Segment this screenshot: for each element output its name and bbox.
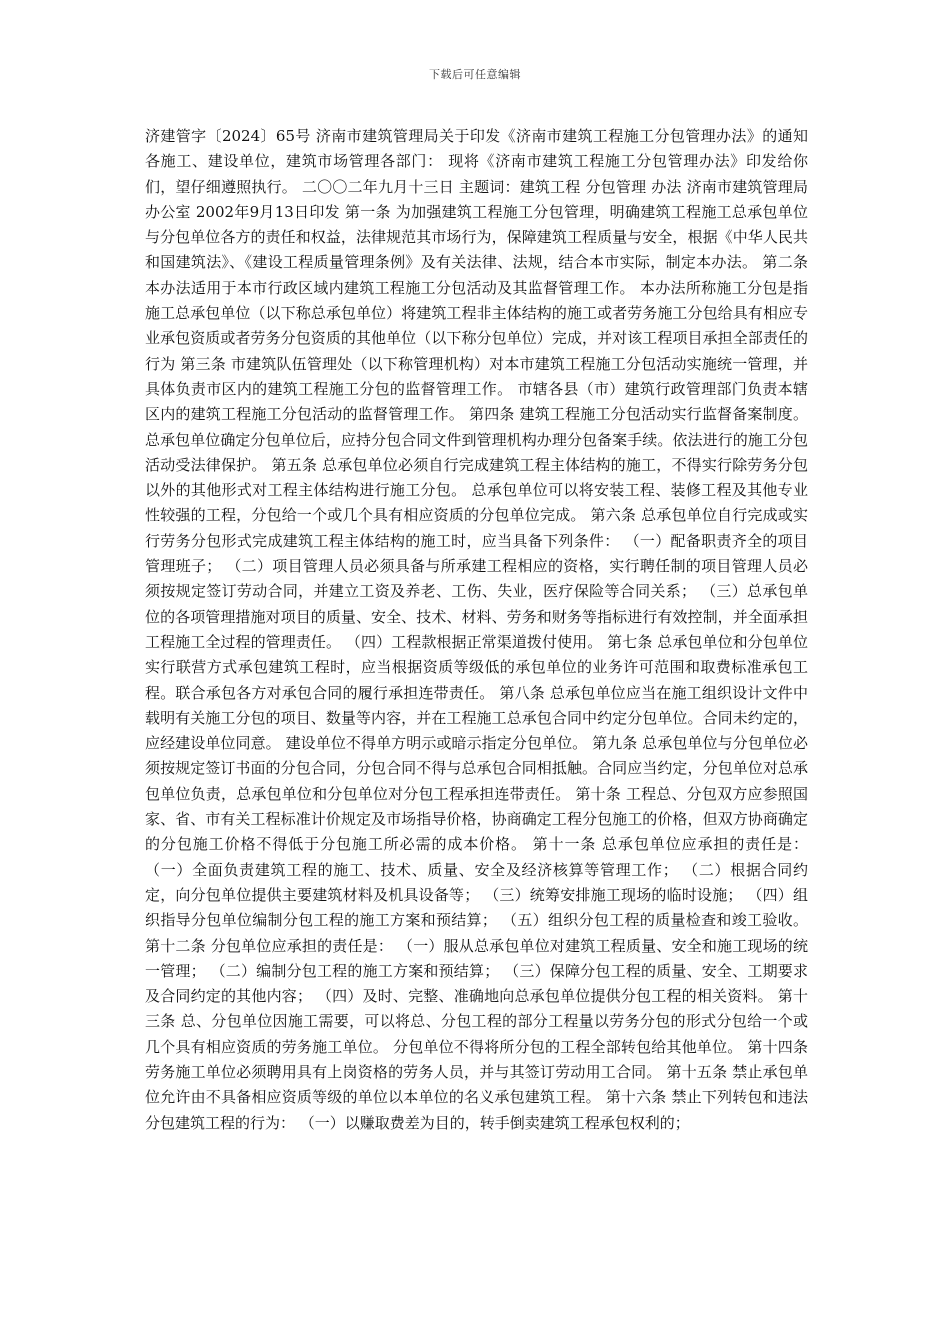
body-paragraph: 济建管字〔2024〕65号 济南市建筑管理局关于印发《济南市建筑工程施工分包管理办法》的通知 各施工、建设单位，建筑市场管理各部门： 现将《济南市建筑工程施工分包管理办法》印发给你们，望仔细遵照执行。 二〇〇二年九月十三日 主题词：建筑工程 分包管理 办法 济南市建筑管理局办公室 2002年9月13日印发 第一条 为加强建筑工程施工分包管理，明确建筑工程施工总承包单位与分包单位各方的责任和权益，法律规范其市场行为，保障建筑工程质量与安全，根据《中华人民共和国建筑法》、《建设工程质量管理条例》及有关法律、法规，结合本市实际，制定本办法。 第二条 本办法适用于本市行政区域内建筑工程施工分包活动及其监督管理工作。 本办法所称施工分包是指施工总承包单位（以下称总承包单位）将建筑工程非主体结构的施工或者劳务施工分包给具有相应专业承包资质或者劳务分包资质的其他单位（以下称分包单位）完成，并对该工程项目承担全部责任的行为 第三条 市建筑队伍管理处（以下称管理机构）对本市建筑工程施工分包活动实施统一管理，并具体负责市区内的建筑工程施工分包的监督管理工作。 市辖各县（市）建筑行政管理部门负责本辖区内的建筑工程施工分包活动的监督管理工作。 第四条 建筑工程施工分包活动实行监督备案制度。总承包单位确定分包单位后，应持分包合同文件到管理机构办理分包备案手续。依法进行的施工分包活动受法律保护。 第五条 总承包单位必须自行完成建筑工程主体结构的施工，不得实行除劳务分包以外的其他形式对工程主体结构进行施工分包。 总承包单位可以将安装工程、装修工程及其他专业性较强的工程，分包给一个或几个具有相应资质的分包单位完成。 第六条 总承包单位自行完成或实行劳务分包形式完成建筑工程主体结构的施工时，应当具备下列条件： （一）配备职责齐全的项目管理班子； （二）项目管理人员必须具备与所承建工程相应的资格，实行聘任制的项目管理人员必须按规定签订劳动合同，并建立工资及养老、工伤、失业，医疗保险等合同关系； （三）总承包单位的各项管理措施对项目的质量、安全、技术、材料、劳务和财务等指标进行有效控制，并全面承担工程施工全过程的管理责任。 （四）工程款根据正常渠道拨付使用。 第七条 总承包单位和分包单位实行联营方式承包建筑工程时，应当根据资质等级低的承包单位的业务许可范围和取费标准承包工程。联合承包各方对承包合同的履行承担连带责任。 第八条 总承包单位应当在施工组织设计文件中载明有关施工分包的项目、数量等内容，并在工程施工总承包合同中约定分包单位。合同未约定的，应经建设单位同意。 建设单位不得单方明示或暗示指定分包单位。 第九条 总承包单位与分包单位必须按规定签订书面的分包合同，分包合同不得与总承包合同相抵触。合同应当约定，分包单位对总承包单位负责，总承包单位和分包单位对分包工程承担连带责任。 第十条 工程总、分包双方应参照国家、省、市有关工程标准计价规定及市场指导价格，协商确定工程分包施工的价格，但双方协商确定的分包施工价格不得低于分包施工所必需的成本价格。 第十一条 总承包单位应承担的责任是： （一）全面负责建筑工程的施工、技术、质量、安全及经济核算等管理工作； （二）根据合同约定，向分包单位提供主要建筑材料及机具设备等； （三）统筹安排施工现场的临时设施； （四）组织指导分包单位编制分包工程的施工方案和预结算； （五）组织分包工程的质量检查和竣工验收。 第十二条 分包单位应承担的责任是： （一）服从总承包单位对建筑工程质量、安全和施工现场的统一管理； （二）编制分包工程的施工方案和预结算； （三）保障分包工程的质量、安全、工期要求及合同约定的其他内容； （四）及时、完整、准确地向总承包单位提供分包工程的相关资料。 第十三条 总、分包单位因施工需要，可以将总、分包工程的部分工程量以劳务分包的形式分包给一个或几个具有相应资质的劳务施工单位。 分包单位不得将所分包的工程全部转包给其他单位。 第十四条 劳务施工单位必须聘用具有上岗资格的劳务人员，并与其签订劳动用工合同。 第十五条 禁止承包单位允许由不具备相应资质等级的单位以本单位的名义承包建筑工程。 第十六条 禁止下列转包和违法分包建筑工程的行为： （一）以赚取费差为目的，转手倒卖建筑工程承包权利的；: [145, 127, 808, 1132]
page-header-note: 下载后可任意编辑: [429, 68, 521, 81]
document-body: [145, 124, 808, 1136]
